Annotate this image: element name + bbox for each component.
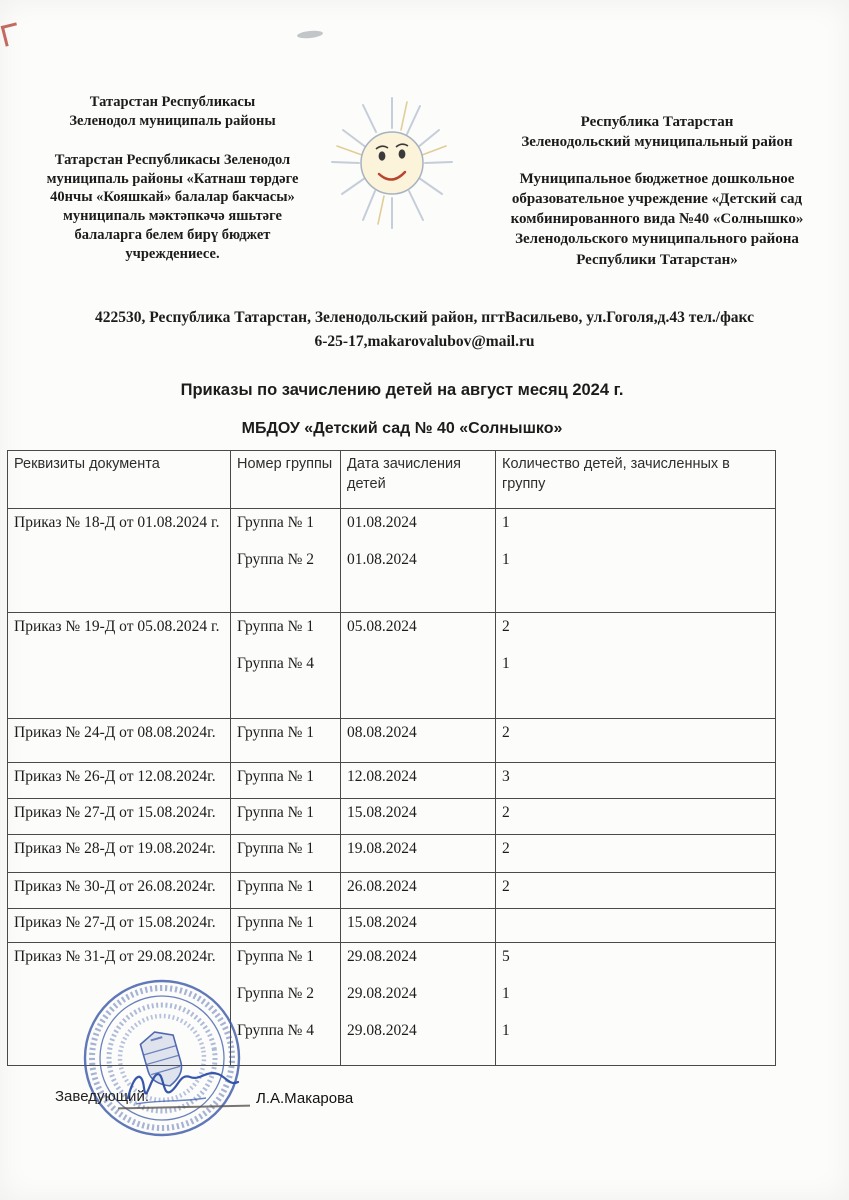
order-text: Приказ № 24-Д от 08.08.2024г. bbox=[14, 724, 216, 741]
date-cell: 12.08.2024 bbox=[341, 763, 496, 799]
footer-head-name: Л.А.Макарова bbox=[256, 1090, 354, 1107]
order-cell bbox=[8, 835, 231, 873]
order-cell bbox=[8, 763, 231, 799]
date-cell: 05.08.2024 bbox=[341, 613, 496, 719]
letterhead-right-body: Муниципальное бюджетное дошкольное образовательное учреждение «Детский сад комбинированного вида №40 «Солнышко» Зеленодольского муниципального района Республики Татарстан» bbox=[510, 170, 804, 268]
group-cell: Группа № 1 bbox=[231, 719, 341, 763]
table-row bbox=[8, 763, 776, 799]
table-row bbox=[8, 613, 776, 719]
date-cell: 08.08.2024 bbox=[341, 719, 496, 763]
th-document-requisites: Реквизиты документа bbox=[8, 451, 231, 509]
order-cell bbox=[8, 873, 231, 909]
address-line2: 6-25-17,makarovalubov@mail.ru bbox=[314, 333, 535, 351]
date-cell: 19.08.2024 bbox=[341, 835, 496, 873]
scan-smudge bbox=[297, 30, 324, 40]
signature-scribble bbox=[122, 1060, 244, 1121]
date-cell: 29.08.2024 29.08.2024 29.08.2024 bbox=[341, 943, 496, 1066]
organization-address bbox=[35, 306, 814, 354]
order-text: Приказ № 27-Д от 15.08.2024г. bbox=[14, 804, 216, 821]
order-text: Приказ № 30-Д от 26.08.2024г. bbox=[14, 878, 216, 895]
order-cell bbox=[8, 719, 231, 763]
page-subtitle: МБДОУ «Детский сад № 40 «Солнышко» bbox=[241, 420, 563, 437]
letterhead-right-title-line1: Республика Татарстан bbox=[580, 114, 734, 130]
count-cell bbox=[496, 909, 776, 943]
order-text: Приказ № 18-Д от 01.08.2024 г. bbox=[14, 514, 220, 531]
address-line1: 422530, Республика Татарстан, Зеленодольский район, пгтВасильево, ул.Гоголя,д.43 тел./факс bbox=[95, 309, 754, 326]
count-cell: 2 bbox=[496, 799, 776, 835]
group-cell: Группа № 1 bbox=[231, 909, 341, 943]
letterhead-left-block bbox=[30, 93, 315, 264]
letterhead-left-body: Татарстан Республикасы Зеленодол муниципаль районы «Катнаш төрдәге 40нчы «Кояшкай» балалар бакчасы» муниципаль мәктәпкәчә яшьтәге балаларга белем бирү бюджет учреждениесе. bbox=[46, 151, 299, 262]
table-row bbox=[8, 835, 776, 873]
count-cell: 2 bbox=[496, 835, 776, 873]
letterhead-right-block bbox=[492, 112, 822, 270]
order-text: Приказ № 31-Д от 29.08.2024г. bbox=[14, 948, 216, 965]
group-cell: Группа № 1 bbox=[231, 835, 341, 873]
group-cell: Группа № 1 Группа № 2 Группа № 4 bbox=[231, 943, 341, 1066]
table-row bbox=[8, 509, 776, 613]
count-cell: 1 1 bbox=[496, 509, 776, 613]
order-cell bbox=[8, 613, 231, 719]
order-text: Приказ № 19-Д от 05.08.2024 г. bbox=[14, 618, 220, 635]
th-children-count: Количество детей, зачисленных в группу bbox=[496, 451, 776, 509]
sun-sketch bbox=[325, 90, 460, 240]
date-cell: 15.08.2024 bbox=[341, 799, 496, 835]
th-group-number: Номер группы bbox=[231, 451, 341, 509]
order-cell bbox=[8, 909, 231, 943]
letterhead-left-title-line1: Татарстан Республикасы bbox=[89, 94, 256, 110]
letterhead-right-title-line2: Зеленодольский муниципальный район bbox=[521, 134, 793, 151]
date-cell: 15.08.2024 bbox=[341, 909, 496, 943]
count-cell: 2 1 bbox=[496, 613, 776, 719]
footer-role-label: Заведующий: bbox=[55, 1088, 149, 1105]
group-cell: Группа № 1 Группа № 2 bbox=[231, 509, 341, 613]
page-title: Приказы по зачислению детей на август месяц 2024 г. bbox=[180, 381, 624, 399]
table-row bbox=[8, 909, 776, 943]
group-cell: Группа № 1 Группа № 4 bbox=[231, 613, 341, 719]
date-cell: 26.08.2024 bbox=[341, 873, 496, 909]
count-cell: 3 bbox=[496, 763, 776, 799]
group-cell: Группа № 1 bbox=[231, 799, 341, 835]
red-corner-mark bbox=[1, 22, 22, 46]
letterhead-left-title-line2: Зеленодол муниципаль районы bbox=[69, 112, 276, 129]
group-cell: Группа № 1 bbox=[231, 763, 341, 799]
count-cell: 2 bbox=[496, 719, 776, 763]
table-row bbox=[8, 799, 776, 835]
order-cell bbox=[8, 799, 231, 835]
table-header-row bbox=[8, 451, 776, 509]
order-cell bbox=[8, 509, 231, 613]
date-cell: 01.08.2024 01.08.2024 bbox=[341, 509, 496, 613]
order-text: Приказ № 26-Д от 12.08.2024г. bbox=[14, 768, 216, 785]
order-text: Приказ № 27-Д от 15.08.2024г. bbox=[14, 914, 216, 931]
count-cell: 2 bbox=[496, 873, 776, 909]
order-text: Приказ № 28-Д от 19.08.2024г. bbox=[14, 840, 216, 857]
table-row bbox=[8, 873, 776, 909]
group-cell: Группа № 1 bbox=[231, 873, 341, 909]
count-cell: 5 1 1 bbox=[496, 943, 776, 1066]
table-row bbox=[8, 719, 776, 763]
th-enrollment-date: Дата зачисления детей bbox=[341, 451, 496, 509]
